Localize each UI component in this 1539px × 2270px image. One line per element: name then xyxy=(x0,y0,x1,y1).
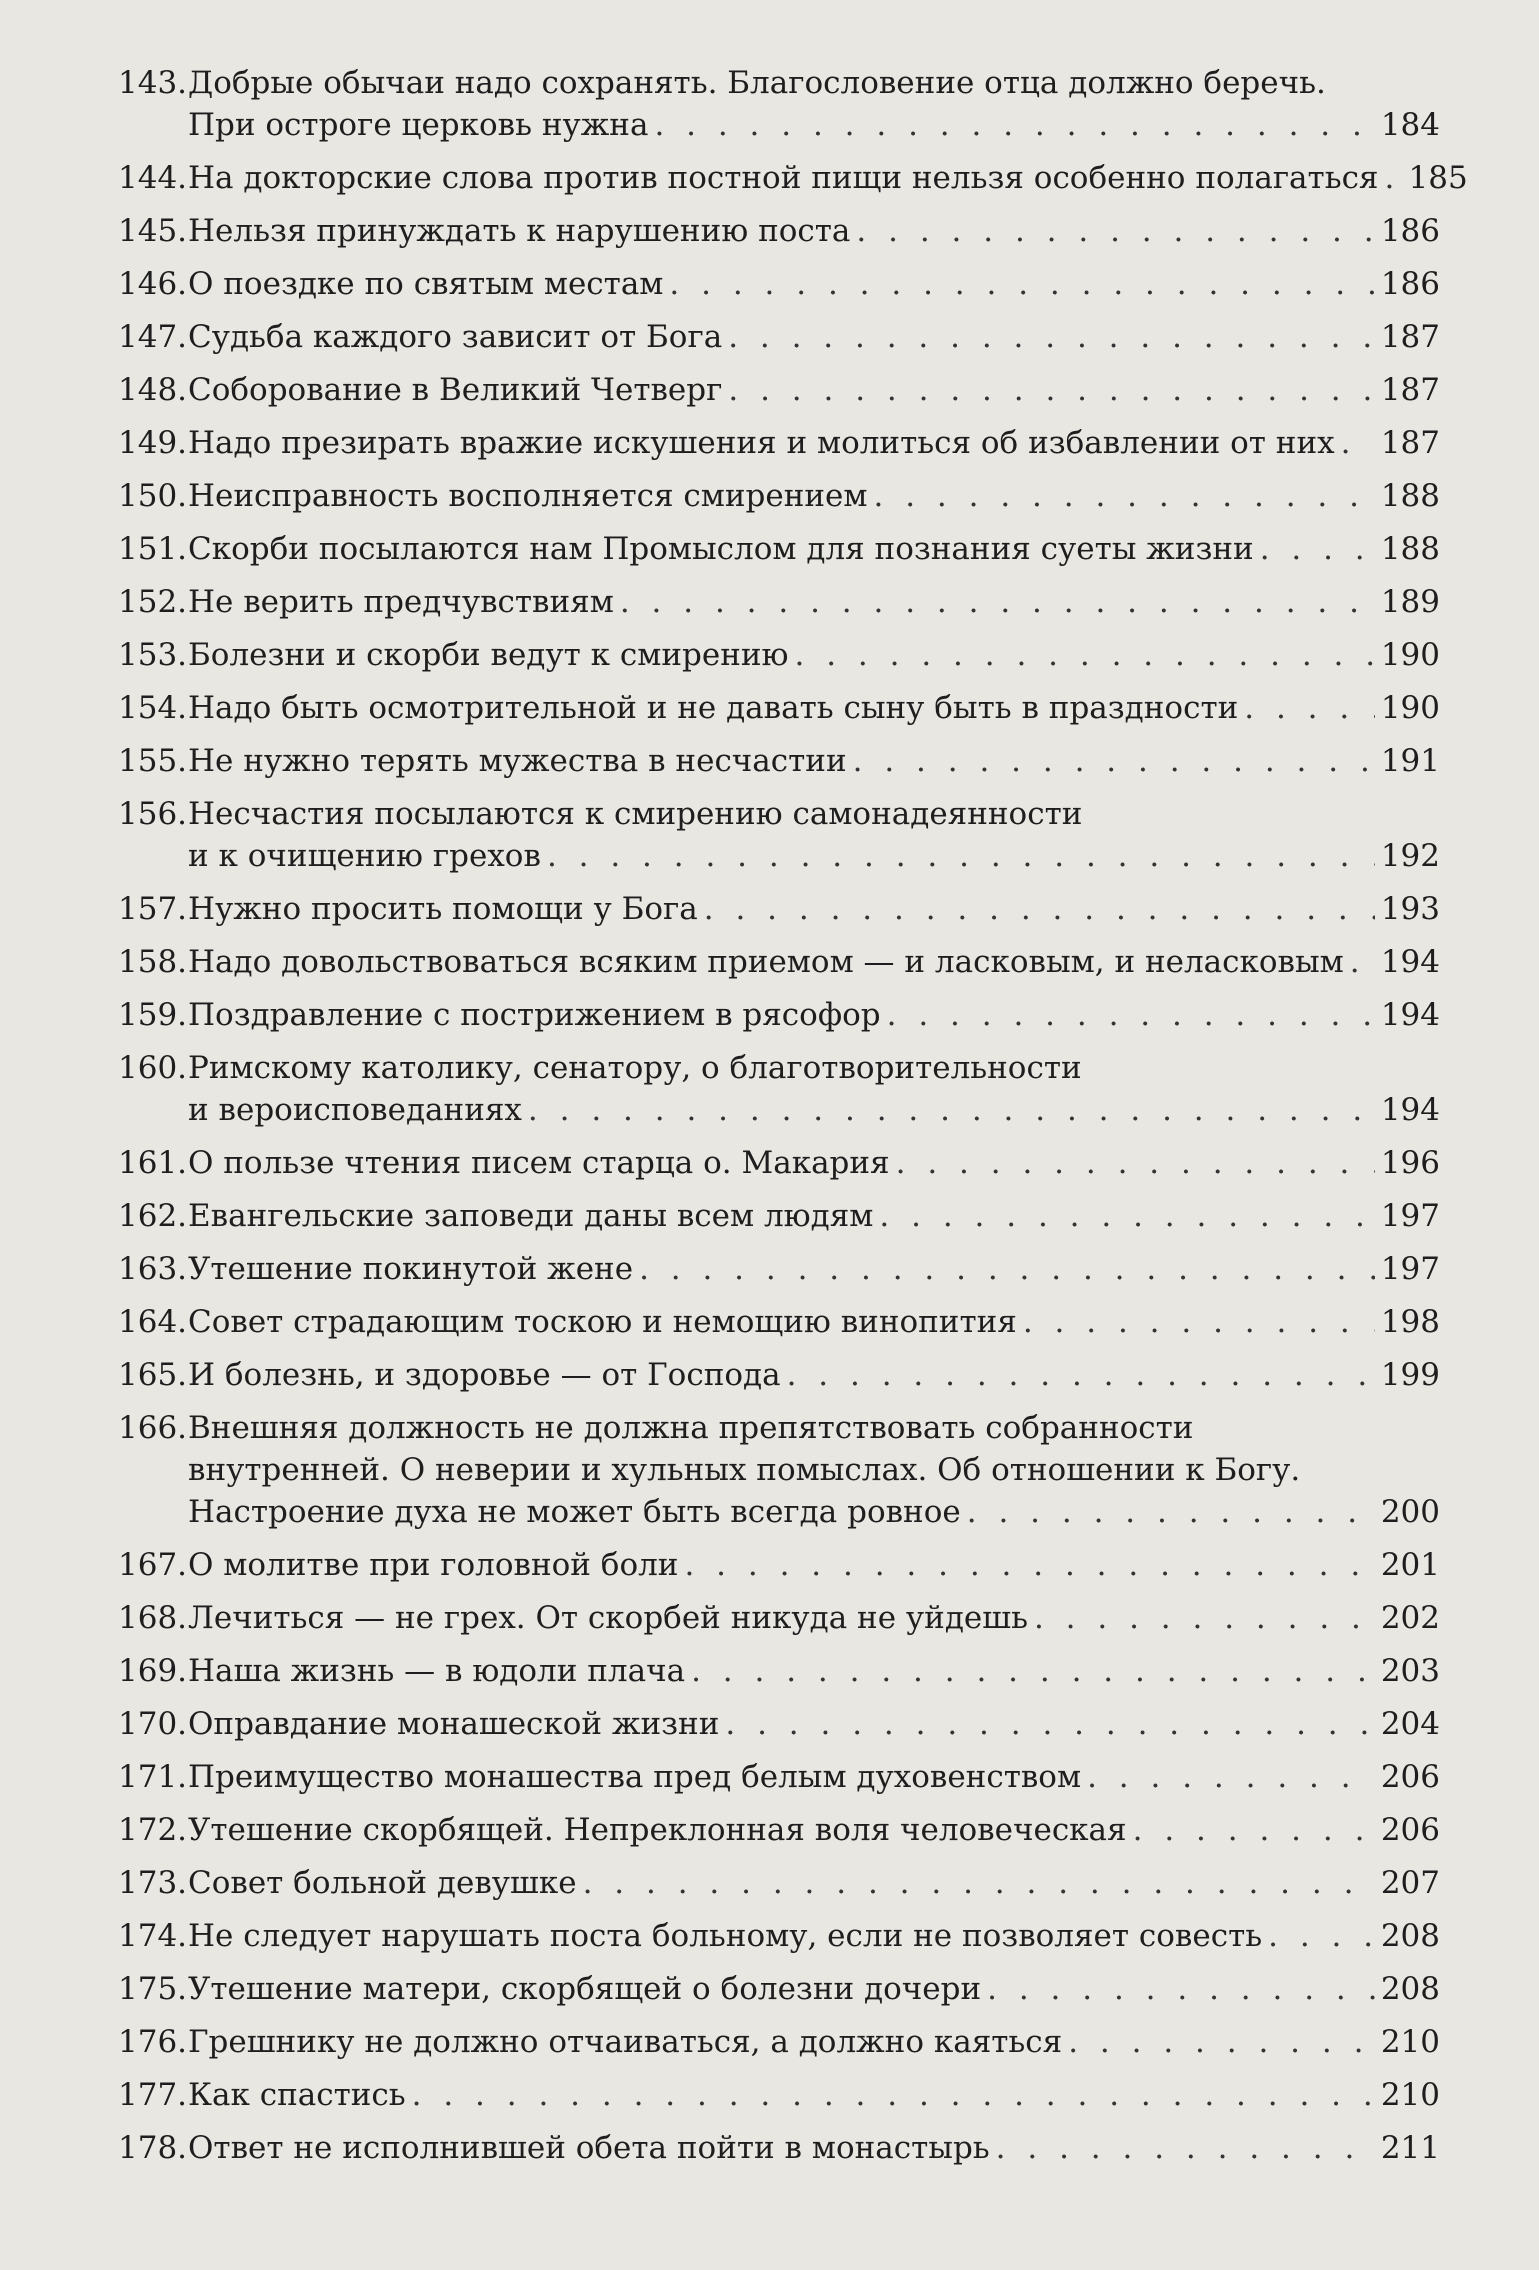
entry-title-line: Лечиться — не грех. От скорбей никуда не уйдешь xyxy=(188,1600,1028,1636)
page-number: 187 xyxy=(1380,425,1440,461)
page-number: 190 xyxy=(1380,637,1440,673)
page-number: 197 xyxy=(1380,1198,1440,1234)
toc-entry xyxy=(118,941,1440,983)
entry-number: 169. xyxy=(118,1653,188,1689)
page-number: 196 xyxy=(1380,1145,1440,1181)
entry-last-line xyxy=(188,316,1440,358)
entry-title-line: и к очищению грехов xyxy=(188,838,541,874)
page-number: 192 xyxy=(1380,838,1440,874)
entry-last-line xyxy=(188,1195,1440,1237)
entry-title-line: Соборование в Великий Четверг xyxy=(188,372,723,408)
entry-body xyxy=(188,157,1468,199)
toc-entry xyxy=(118,1354,1440,1396)
entry-number: 170. xyxy=(118,1706,188,1742)
entry-body xyxy=(188,634,1440,676)
entry-title-line: внутренней. О неверии и хульных помыслах. Об отношении к Богу. xyxy=(188,1452,1301,1488)
toc-entry xyxy=(118,263,1440,305)
entry-body xyxy=(188,1407,1440,1533)
entry-title-line: Внешняя должность не должна препятствовать собранности xyxy=(188,1410,1194,1446)
entry-body xyxy=(188,793,1440,877)
entry-title-line: Преимущество монашества пред белым духовенством xyxy=(188,1759,1082,1795)
entry-title-line: Грешнику не должно отчаиваться, а должно каяться xyxy=(188,2024,1063,2060)
entry-body xyxy=(188,740,1440,782)
entry-body xyxy=(188,1047,1440,1131)
dot-leader xyxy=(1068,2021,1375,2063)
dot-leader xyxy=(1260,528,1375,570)
entry-number: 174. xyxy=(118,1918,188,1954)
entry-title-line: Оправдание монашеской жизни xyxy=(188,1706,720,1742)
entry-title-line: Судьба каждого зависит от Бога xyxy=(188,319,723,355)
entry-last-line xyxy=(188,1862,1440,1904)
entry-title-line: Надо довольствоваться всяким приемом — и ласковым, и неласковым xyxy=(188,944,1344,980)
dot-leader xyxy=(528,1089,1375,1131)
page-number: 208 xyxy=(1380,1971,1440,2007)
entry-number: 154. xyxy=(118,690,188,726)
page-number: 201 xyxy=(1380,1547,1440,1583)
dot-leader xyxy=(996,2127,1375,2169)
page-number: 206 xyxy=(1380,1759,1440,1795)
entry-last-line xyxy=(188,1491,1440,1533)
page-number: 193 xyxy=(1380,891,1440,927)
toc-entry xyxy=(118,1195,1440,1237)
toc-entry xyxy=(118,740,1440,782)
entry-last-line xyxy=(188,740,1440,782)
entry-title-line: и вероисповеданиях xyxy=(188,1092,522,1128)
dot-leader xyxy=(728,369,1374,411)
entry-body xyxy=(188,1809,1440,1851)
entry-last-line xyxy=(188,1597,1440,1639)
page-number: 200 xyxy=(1380,1494,1440,1530)
entry-last-line xyxy=(188,422,1440,464)
dot-leader xyxy=(728,316,1375,358)
dot-leader xyxy=(1385,157,1403,199)
entry-body xyxy=(188,1968,1440,2010)
entry-last-line xyxy=(188,157,1468,199)
toc-entry xyxy=(118,2021,1440,2063)
entry-title-line: О молитве при головной боли xyxy=(188,1547,679,1583)
toc-entry xyxy=(118,369,1440,411)
entry-number: 162. xyxy=(118,1198,188,1234)
entry-last-line xyxy=(188,1968,1440,2010)
entry-body xyxy=(188,994,1440,1036)
dot-leader xyxy=(1350,941,1375,983)
entry-title-line: Не следует нарушать поста больному, если не позволяет совесть xyxy=(188,1918,1263,1954)
entry-last-line xyxy=(188,888,1440,930)
dot-leader xyxy=(874,475,1375,517)
page-number: 194 xyxy=(1380,997,1440,1033)
entry-last-line xyxy=(188,994,1440,1036)
entry-body xyxy=(188,369,1440,411)
entry-body xyxy=(188,2021,1440,2063)
entry-last-line xyxy=(188,1544,1440,1586)
entry-number: 157. xyxy=(118,891,188,927)
dot-leader xyxy=(1133,1809,1375,1851)
dot-leader xyxy=(704,888,1375,930)
entry-title-line: Совет больной девушке xyxy=(188,1865,577,1901)
entry-number: 151. xyxy=(118,531,188,567)
toc-entry xyxy=(118,1915,1440,1957)
entry-last-line xyxy=(188,835,1440,877)
entry-number: 177. xyxy=(118,2077,188,2113)
entry-body xyxy=(188,1597,1440,1639)
entry-number: 143. xyxy=(118,65,188,101)
dot-leader xyxy=(639,1248,1375,1290)
dot-leader xyxy=(547,835,1375,877)
entry-title-line: Утешение матери, скорбящей о болезни дочери xyxy=(188,1971,982,2007)
dot-leader xyxy=(1244,687,1375,729)
entry-title-line: Утешение покинутой жене xyxy=(188,1251,634,1287)
dot-leader xyxy=(987,1968,1375,2010)
entry-number: 149. xyxy=(118,425,188,461)
entry-last-line xyxy=(188,210,1440,252)
dot-leader xyxy=(1341,422,1375,464)
page-number: 204 xyxy=(1380,1706,1440,1742)
entry-number: 148. xyxy=(118,372,188,408)
entry-body xyxy=(188,2127,1440,2169)
entry-title-line: Не нужно терять мужества в несчастии xyxy=(188,743,847,779)
toc-entry xyxy=(118,210,1440,252)
entry-body xyxy=(188,1248,1440,1290)
entry-body xyxy=(188,62,1440,146)
entry-title-line: Ответ не исполнившей обета пойти в монастырь xyxy=(188,2130,990,2166)
toc-entry xyxy=(118,1544,1440,1586)
page-number: 194 xyxy=(1380,944,1440,980)
entry-title-line: Совет страдающим тоскою и немощию винопития xyxy=(188,1304,1017,1340)
dot-leader xyxy=(620,581,1375,623)
page-number: 210 xyxy=(1380,2024,1440,2060)
entry-last-line xyxy=(188,581,1440,623)
entry-body xyxy=(188,422,1440,464)
entry-body xyxy=(188,528,1440,570)
dot-leader xyxy=(887,994,1375,1036)
entry-title-line: О пользе чтения писем старца о. Макария xyxy=(188,1145,890,1181)
page-number: 187 xyxy=(1380,319,1440,355)
entry-body xyxy=(188,475,1440,517)
toc-entry xyxy=(118,2074,1440,2116)
page-number: 202 xyxy=(1380,1600,1440,1636)
entry-last-line xyxy=(188,1809,1440,1851)
toc-entry xyxy=(118,793,1440,877)
page-number: 207 xyxy=(1380,1865,1440,1901)
dot-leader xyxy=(856,210,1374,252)
entry-body xyxy=(188,687,1440,729)
entry-number: 155. xyxy=(118,743,188,779)
entry-number: 167. xyxy=(118,1547,188,1583)
page-number: 199 xyxy=(1380,1357,1440,1393)
entry-last-line xyxy=(188,263,1440,305)
entry-number: 145. xyxy=(118,213,188,249)
toc-entry xyxy=(118,581,1440,623)
page-number: 198 xyxy=(1380,1304,1440,1340)
entry-number: 168. xyxy=(118,1600,188,1636)
page-number: 197 xyxy=(1380,1251,1440,1287)
page-number: 206 xyxy=(1380,1812,1440,1848)
toc-entry xyxy=(118,1650,1440,1692)
entry-number: 158. xyxy=(118,944,188,980)
entry-number: 164. xyxy=(118,1304,188,1340)
page-number: 188 xyxy=(1380,478,1440,514)
page-number: 188 xyxy=(1380,531,1440,567)
dot-leader xyxy=(853,740,1375,782)
entry-last-line xyxy=(188,2021,1440,2063)
entry-body xyxy=(188,1195,1440,1237)
entry-number: 156. xyxy=(118,796,188,832)
entry-body xyxy=(188,263,1440,305)
entry-number: 176. xyxy=(118,2024,188,2060)
entry-last-line xyxy=(188,104,1440,146)
toc-entry xyxy=(118,2127,1440,2169)
entry-number: 166. xyxy=(118,1410,188,1446)
dot-leader xyxy=(787,1354,1375,1396)
dot-leader xyxy=(684,1544,1374,1586)
toc-entry xyxy=(118,1047,1440,1131)
entry-title-line: Настроение духа не может быть всегда ровное xyxy=(188,1494,961,1530)
toc-entry xyxy=(118,994,1440,1036)
entry-title-line: Скорби посылаются нам Промыслом для познания суеты жизни xyxy=(188,531,1254,567)
toc-entry xyxy=(118,1968,1440,2010)
dot-leader xyxy=(1087,1756,1375,1798)
entry-last-line xyxy=(188,528,1440,570)
page-number: 184 xyxy=(1380,107,1440,143)
entry-number: 160. xyxy=(118,1050,188,1086)
entry-number: 165. xyxy=(118,1357,188,1393)
entry-number: 152. xyxy=(118,584,188,620)
toc-entry xyxy=(118,888,1440,930)
toc-entry xyxy=(118,62,1440,146)
dot-leader xyxy=(691,1650,1375,1692)
toc-entry xyxy=(118,1597,1440,1639)
dot-leader xyxy=(879,1195,1374,1237)
page-number: 203 xyxy=(1380,1653,1440,1689)
entry-title-line: Как спастись xyxy=(188,2077,406,2113)
dot-leader xyxy=(583,1862,1375,1904)
entry-body xyxy=(188,2074,1440,2116)
entry-title-line: Добрые обычаи надо сохранять. Благословение отца должно беречь. xyxy=(188,65,1326,101)
toc-entry xyxy=(118,422,1440,464)
toc-entry xyxy=(118,157,1468,199)
page-number: 189 xyxy=(1380,584,1440,620)
page-number: 185 xyxy=(1408,160,1468,196)
page-number: 208 xyxy=(1380,1918,1440,1954)
entry-number: 171. xyxy=(118,1759,188,1795)
entry-title-line: Не верить предчувствиям xyxy=(188,584,614,620)
entry-title-line: Римскому католику, сенатору, о благотворительности xyxy=(188,1050,1082,1086)
entry-number: 153. xyxy=(118,637,188,673)
entry-title-line: Нужно просить помощи у Бога xyxy=(188,891,698,927)
page-number: 186 xyxy=(1380,266,1440,302)
entry-body xyxy=(188,1756,1440,1798)
entry-body xyxy=(188,941,1440,983)
entry-body xyxy=(188,1862,1440,1904)
page-number: 210 xyxy=(1380,2077,1440,2113)
toc-entry xyxy=(118,1301,1440,1343)
entry-body xyxy=(188,1650,1440,1692)
entry-title-line: Надо презирать вражие искушения и молиться об избавлении от них xyxy=(188,425,1335,461)
dot-leader xyxy=(1268,1915,1375,1957)
table-of-contents xyxy=(118,62,1468,2180)
page-number: 211 xyxy=(1380,2130,1440,2166)
dot-leader xyxy=(795,634,1375,676)
entry-last-line xyxy=(188,369,1440,411)
entry-title-line: Неисправность восполняется смирением xyxy=(188,478,868,514)
entry-last-line xyxy=(188,475,1440,517)
entry-number: 175. xyxy=(118,1971,188,2007)
entry-last-line xyxy=(188,1248,1440,1290)
entry-last-line xyxy=(188,1703,1440,1745)
toc-entry xyxy=(118,475,1440,517)
page-number: 190 xyxy=(1380,690,1440,726)
dot-leader xyxy=(725,1703,1374,1745)
page-number: 187 xyxy=(1380,372,1440,408)
entry-body xyxy=(188,316,1440,358)
entry-number: 163. xyxy=(118,1251,188,1287)
entry-body xyxy=(188,1703,1440,1745)
toc-entry xyxy=(118,1142,1440,1184)
entry-last-line xyxy=(188,1301,1440,1343)
entry-last-line xyxy=(188,687,1440,729)
dot-leader xyxy=(669,263,1374,305)
entry-number: 147. xyxy=(118,319,188,355)
toc-entry xyxy=(118,1809,1440,1851)
entry-body xyxy=(188,1142,1440,1184)
dot-leader xyxy=(896,1142,1375,1184)
entry-number: 172. xyxy=(118,1812,188,1848)
entry-number: 146. xyxy=(118,266,188,302)
dot-leader xyxy=(1034,1597,1375,1639)
toc-entry xyxy=(118,316,1440,358)
entry-number: 159. xyxy=(118,997,188,1033)
entry-title-line: И болезнь, и здоровье — от Господа xyxy=(188,1357,781,1393)
page-number: 194 xyxy=(1380,1092,1440,1128)
page-number: 191 xyxy=(1380,743,1440,779)
entry-title-line: О поездке по святым местам xyxy=(188,266,664,302)
toc-entry xyxy=(118,528,1440,570)
entry-number: 161. xyxy=(118,1145,188,1181)
entry-title-line: Евангельские заповеди даны всем людям xyxy=(188,1198,874,1234)
toc-entry xyxy=(118,1407,1440,1533)
toc-entry xyxy=(118,634,1440,676)
entry-last-line xyxy=(188,1142,1440,1184)
toc-entry xyxy=(118,687,1440,729)
entry-last-line xyxy=(188,941,1440,983)
entry-body xyxy=(188,210,1440,252)
entry-title-line: Нельзя принуждать к нарушению поста xyxy=(188,213,851,249)
toc-entry xyxy=(118,1756,1440,1798)
entry-title-line: Надо быть осмотрительной и не давать сыну быть в праздности xyxy=(188,690,1239,726)
entry-title-line: На докторские слова против постной пищи нельзя особенно полагаться xyxy=(188,160,1379,196)
entry-last-line xyxy=(188,2127,1440,2169)
entry-title-line: Утешение скорбящей. Непреклонная воля человеческая xyxy=(188,1812,1127,1848)
entry-body xyxy=(188,581,1440,623)
entry-title-line: Наша жизнь — в юдоли плача xyxy=(188,1653,686,1689)
dot-leader xyxy=(654,104,1374,146)
entry-body xyxy=(188,1915,1440,1957)
entry-body xyxy=(188,1354,1440,1396)
entry-last-line xyxy=(188,634,1440,676)
entry-title-line: Болезни и скорби ведут к смирению xyxy=(188,637,789,673)
dot-leader xyxy=(412,2074,1375,2116)
entry-body xyxy=(188,1544,1440,1586)
entry-title-line: Несчастия посылаются к смирению самонадеянности xyxy=(188,796,1083,832)
toc-entry xyxy=(118,1248,1440,1290)
entry-number: 144. xyxy=(118,160,188,196)
entry-title-line: При остроге церковь нужна xyxy=(188,107,649,143)
entry-number: 150. xyxy=(118,478,188,514)
entry-last-line xyxy=(188,1756,1440,1798)
dot-leader xyxy=(967,1491,1375,1533)
entry-last-line xyxy=(188,2074,1440,2116)
page-number: 186 xyxy=(1380,213,1440,249)
entry-number: 178. xyxy=(118,2130,188,2166)
entry-title-line: Поздравление с пострижением в рясофор xyxy=(188,997,881,1033)
toc-entry xyxy=(118,1703,1440,1745)
entry-last-line xyxy=(188,1650,1440,1692)
entry-number: 173. xyxy=(118,1865,188,1901)
entry-last-line xyxy=(188,1354,1440,1396)
entry-last-line xyxy=(188,1915,1440,1957)
entry-body xyxy=(188,888,1440,930)
entry-body xyxy=(188,1301,1440,1343)
dot-leader xyxy=(1023,1301,1375,1343)
toc-entry xyxy=(118,1862,1440,1904)
entry-last-line xyxy=(188,1089,1440,1131)
